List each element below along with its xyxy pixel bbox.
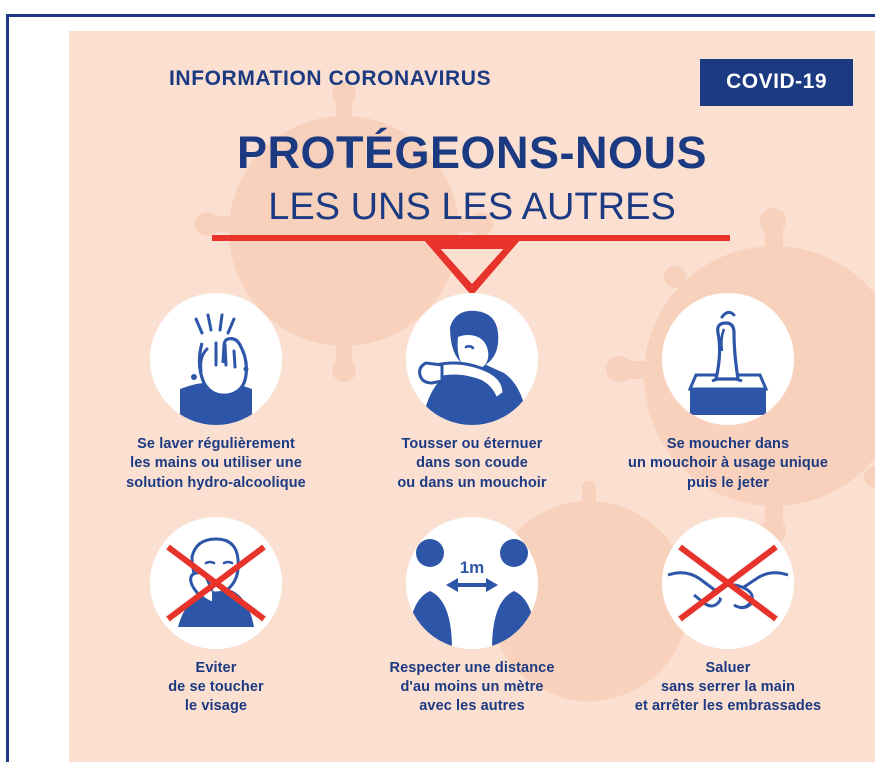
prevention-step-cough-elbow (344, 293, 600, 493)
handwashing-icon (150, 293, 282, 425)
prevention-row-2 (69, 517, 875, 717)
page-frame-top-rule (6, 14, 875, 17)
covid-poster (69, 31, 875, 762)
prevention-step-distance (344, 517, 600, 717)
prevention-step-handwashing (88, 293, 344, 493)
headline: PROTÉGEONS-NOUS (236, 127, 708, 178)
caption-line: avec les autres (419, 698, 525, 715)
caption-line: dans son coude (416, 455, 528, 472)
caption-line: Se laver régulièrement (137, 436, 295, 452)
caption-line: les mains ou utiliser une (130, 455, 302, 472)
caption-line: Respecter une distance (389, 659, 555, 676)
status-badge: COVID-19 (700, 59, 853, 106)
tissue-box-icon (662, 293, 794, 425)
caption-line: Se moucher dans (666, 436, 790, 452)
prevention-step-tissue (600, 293, 856, 493)
prevention-caption (344, 435, 600, 493)
caption-line: Saluer (705, 659, 751, 676)
cough-into-elbow-icon (406, 293, 538, 425)
social-distance-icon (406, 517, 538, 649)
caption-line: le visage (184, 698, 248, 715)
no-handshake-icon (662, 517, 794, 649)
page-frame-left-rule (6, 14, 9, 762)
caption-line: sans serrer la main (660, 679, 796, 696)
prevention-caption (344, 659, 600, 717)
caption-line: et arrêter les embrassades (634, 698, 822, 715)
caption-line: puis le jeter (687, 474, 769, 491)
no-face-touching-icon (150, 517, 282, 649)
caption-line: de se toucher (168, 679, 264, 696)
distance-label: 1m (459, 557, 485, 577)
caption-line: solution hydro-alcoolique (126, 474, 306, 491)
caption-line: d'au moins un mètre (400, 679, 544, 696)
prevention-steps-grid (69, 293, 875, 717)
prevention-step-no-face-touch (88, 517, 344, 717)
prevention-caption (88, 659, 344, 717)
caption-line: Eviter (195, 659, 237, 676)
caption-line: un mouchoir à usage unique (628, 455, 828, 472)
subheadline: LES UNS LES AUTRES (268, 186, 676, 228)
prevention-row-1 (69, 293, 875, 493)
page-title: INFORMATION CORONAVIRUS (169, 67, 492, 90)
caption-line: ou dans un mouchoir (397, 474, 547, 491)
prevention-caption (600, 659, 856, 717)
caption-line: Tousser ou éternuer (401, 436, 543, 452)
prevention-caption (600, 435, 856, 493)
prevention-step-no-handshake (600, 517, 856, 717)
prevention-caption (88, 435, 344, 493)
